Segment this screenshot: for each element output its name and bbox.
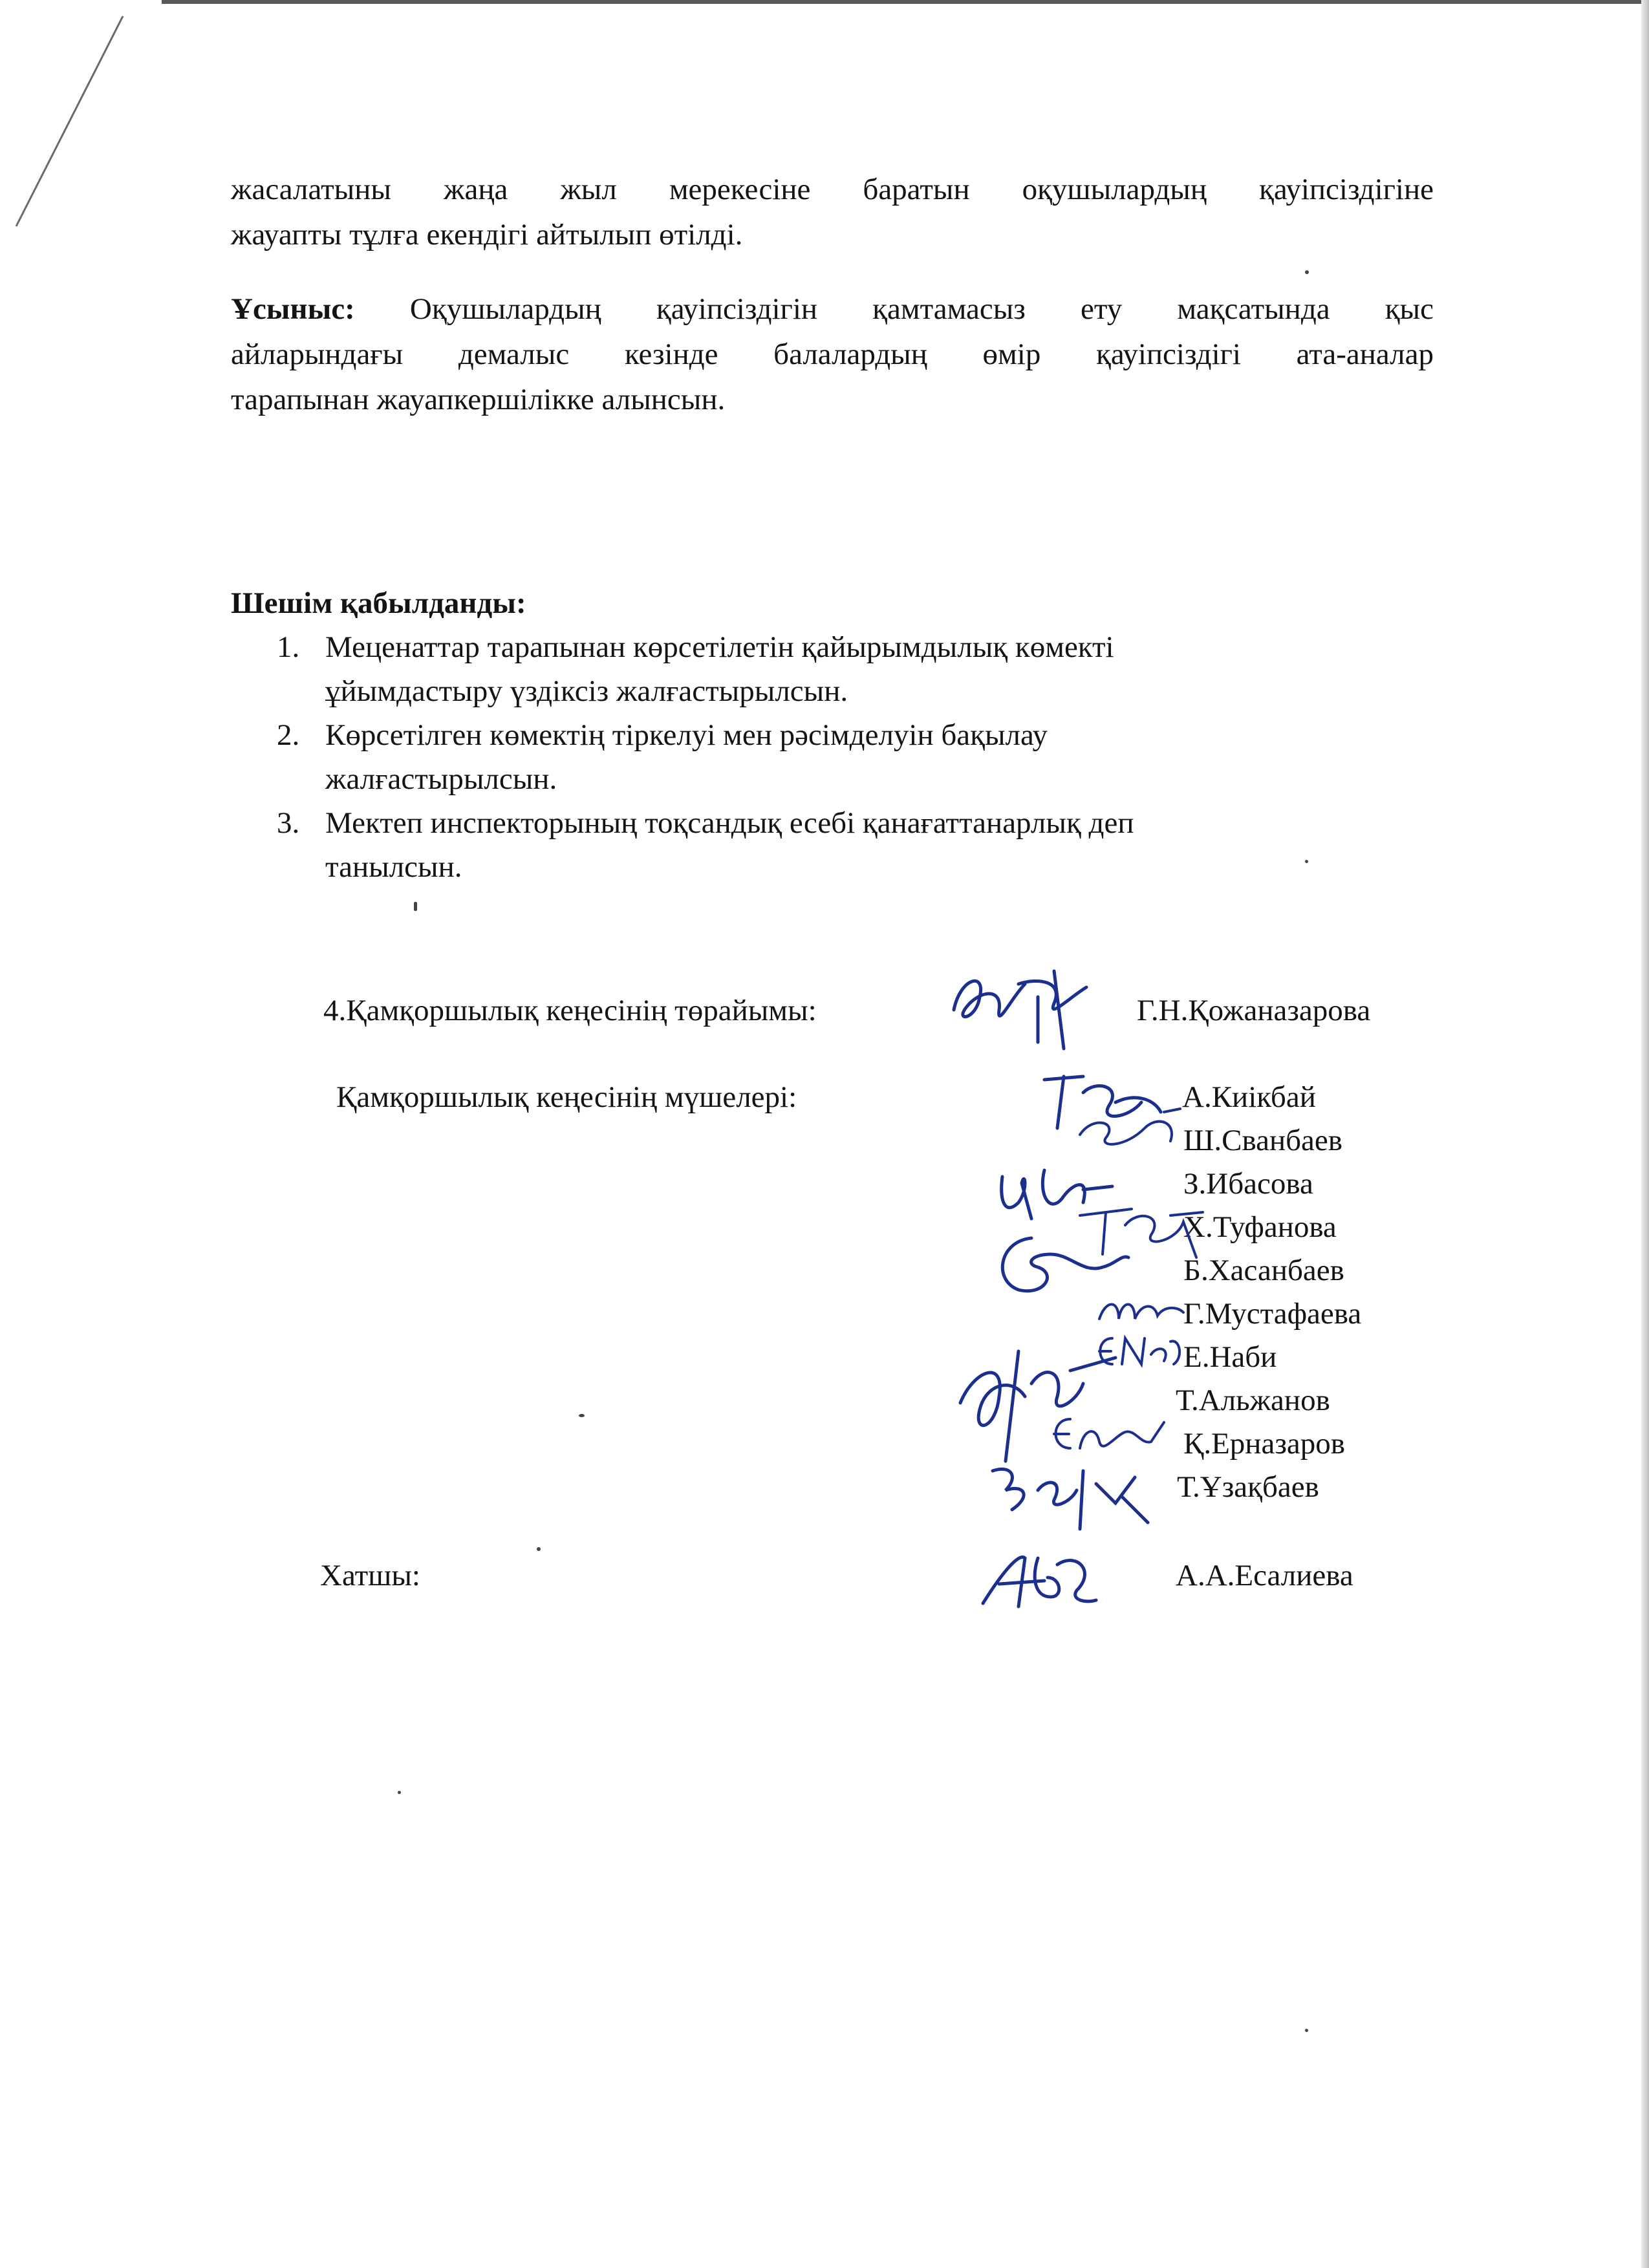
intro-line-2: жауапты тұлға екендігі айтылып өтілді. bbox=[231, 218, 743, 251]
proposal-line-1 bbox=[231, 286, 1434, 332]
scan-speck bbox=[1305, 2029, 1308, 2032]
member-name-4: Х.Туфанова bbox=[1183, 1210, 1337, 1244]
member-name-8: Т.Альжанов bbox=[1176, 1384, 1330, 1417]
decision-item-3-number: 3. bbox=[277, 806, 300, 840]
member-name-10: Т.Ұзақбаев bbox=[1177, 1470, 1319, 1504]
member-name-1: А.Киікбай bbox=[1182, 1080, 1316, 1114]
decision-item-3-line-2: танылсын. bbox=[325, 850, 462, 884]
decision-heading: Шешім қабылданды: bbox=[231, 586, 526, 620]
proposal-line-2: айларындағы демалыс кезінде балалардың өмір қауіпсіздігі ата-аналар bbox=[231, 337, 1434, 371]
proposal-label: Ұсыныс: bbox=[231, 292, 355, 326]
scan-edge-top bbox=[162, 0, 1649, 4]
member-10-signature bbox=[986, 1451, 1154, 1535]
scan-edge-right bbox=[1641, 0, 1649, 2268]
decision-item-1-line-2: ұйымдастыру үздіксіз жалғастырылсын. bbox=[325, 674, 848, 708]
decision-item-3-line-1: Мектеп инспекторының тоқсандық есебі қанағаттанарлық деп bbox=[325, 806, 1134, 840]
scan-speck bbox=[579, 1414, 585, 1417]
member-name-7: Е.Наби bbox=[1183, 1340, 1277, 1374]
member-name-5: Б.Хасанбаев bbox=[1183, 1254, 1344, 1287]
secretary-signature bbox=[973, 1539, 1103, 1616]
secretary-name: А.А.Есалиева bbox=[1176, 1559, 1353, 1592]
chair-signature bbox=[941, 958, 1096, 1055]
decision-item-1-number: 1. bbox=[277, 630, 300, 664]
scan-speck bbox=[1305, 270, 1309, 274]
member-name-9: Қ.Ерназаров bbox=[1183, 1427, 1345, 1460]
member-name-3: З.Ибасова bbox=[1183, 1167, 1313, 1201]
member-name-2: Ш.Сванбаев bbox=[1183, 1124, 1342, 1157]
chair-label: 4.Қамқоршылық кеңесінің төрайымы: bbox=[323, 994, 817, 1027]
member-2-signature bbox=[1067, 1102, 1190, 1161]
decision-item-1-line-1: Меценаттар тарапынан көрсетілетін қайырымдылық көмекті bbox=[325, 630, 1114, 664]
members-label: Қамқоршылық кеңесінің мүшелері: bbox=[336, 1080, 797, 1114]
proposal-line-3: тарапынан жауапкершілікке алынсын. bbox=[231, 383, 726, 416]
decision-item-2-line-2: жалғастырылсын. bbox=[325, 762, 557, 796]
decision-item-2-number: 2. bbox=[277, 718, 300, 752]
scan-speck bbox=[537, 1547, 541, 1551]
scan-artifact-line bbox=[13, 13, 129, 233]
proposal-text-1: Оқушылардың қауіпсіздігін қамтамасыз ету мақсатында қыс bbox=[409, 292, 1434, 326]
scan-speck bbox=[1305, 860, 1308, 863]
scan-speck bbox=[398, 1791, 401, 1794]
scan-speck bbox=[414, 902, 417, 911]
intro-line-1: жасалатыны жаңа жыл мерекесіне баратын оқушылардың қауіпсіздігіне bbox=[231, 173, 1434, 206]
chair-name: Г.Н.Қожаназарова bbox=[1137, 994, 1371, 1027]
member-name-6: Г.Мустафаева bbox=[1183, 1297, 1362, 1331]
secretary-label: Хатшы: bbox=[320, 1559, 420, 1592]
decision-item-2-line-1: Көрсетілген көмектің тіркелуі мен рәсімделуін бақылау bbox=[325, 718, 1048, 752]
